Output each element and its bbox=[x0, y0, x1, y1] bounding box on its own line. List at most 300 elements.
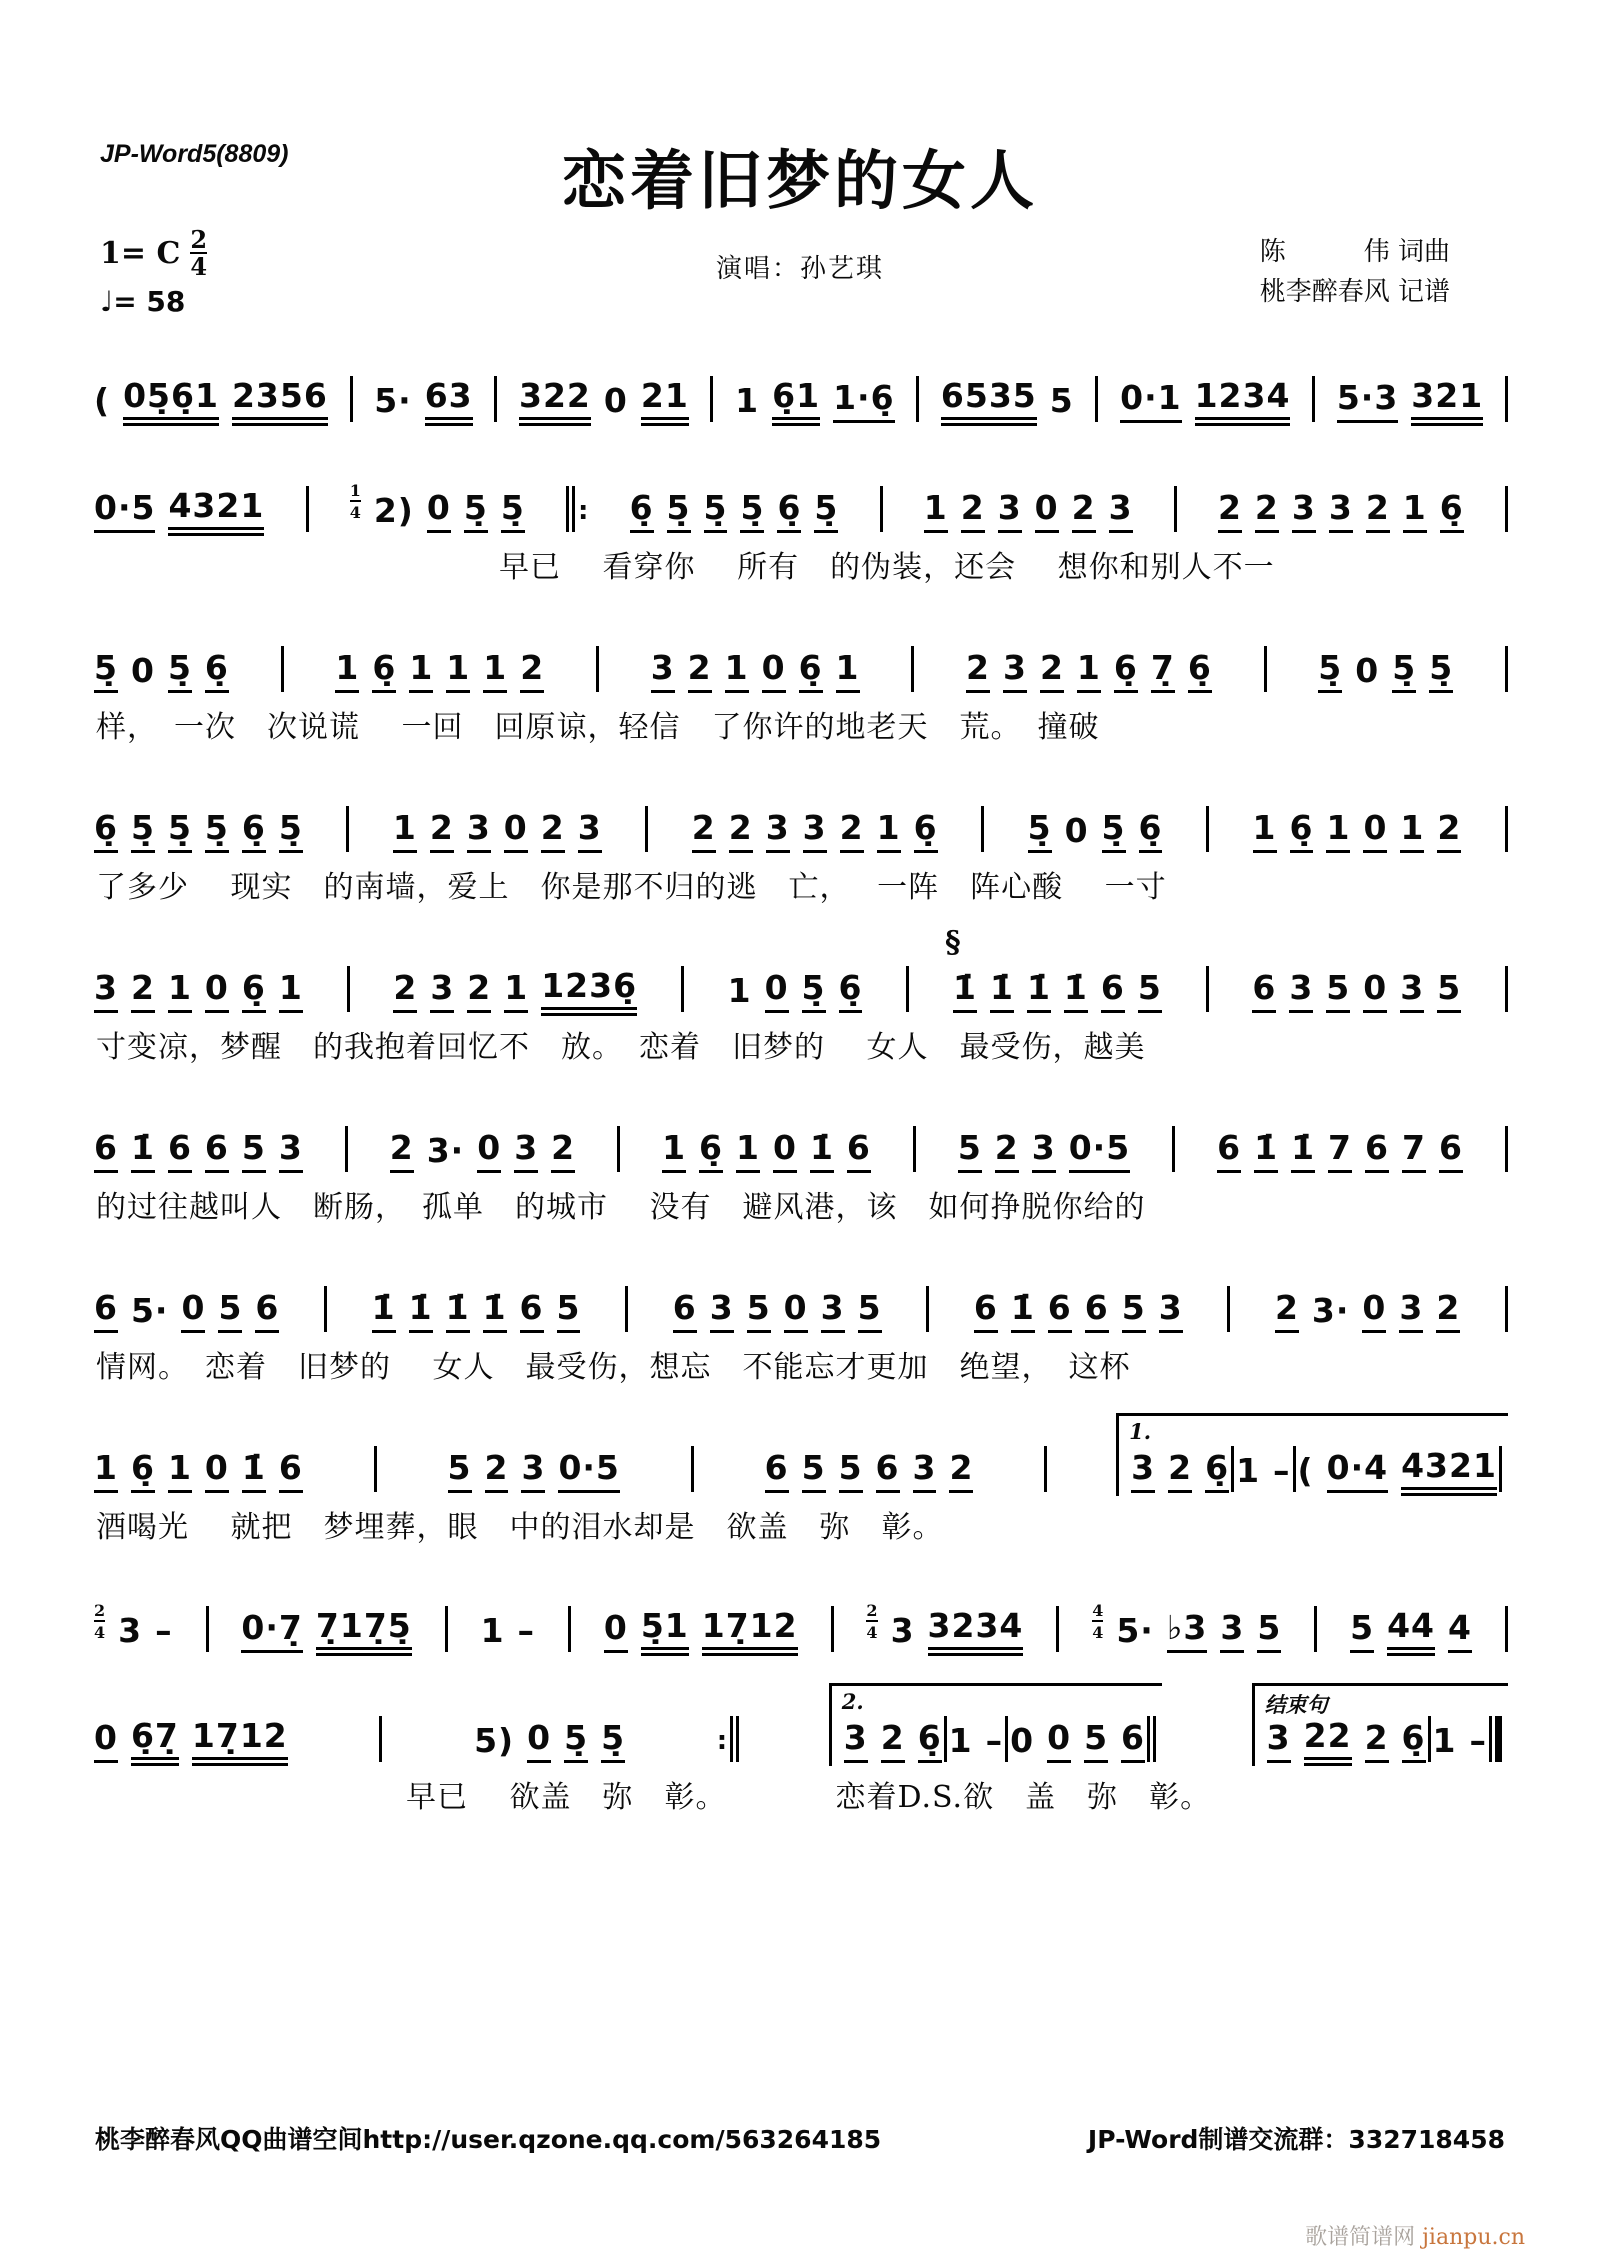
system bbox=[0, 600, 1600, 746]
note: 3 bbox=[1329, 491, 1353, 533]
note: 0 bbox=[603, 381, 628, 421]
note: 3 bbox=[1400, 971, 1424, 1013]
measure bbox=[1265, 1716, 1428, 1766]
measure bbox=[1296, 1446, 1499, 1496]
note: 7̣ bbox=[1151, 651, 1175, 693]
note: 6̣ bbox=[1440, 491, 1464, 533]
system bbox=[0, 1400, 1600, 1546]
barline bbox=[1499, 1446, 1502, 1496]
note: 5 bbox=[1138, 971, 1162, 1013]
measure bbox=[690, 808, 940, 856]
note: 5 bbox=[747, 1291, 771, 1333]
note: 5·3 bbox=[1337, 381, 1398, 423]
score bbox=[0, 330, 1600, 1816]
note: 2 bbox=[1168, 1451, 1192, 1493]
note: 6̣ bbox=[242, 811, 266, 853]
note: 0 bbox=[477, 1131, 501, 1173]
system bbox=[0, 1560, 1600, 1656]
note: 2 bbox=[131, 971, 155, 1013]
note: ♭3 bbox=[1167, 1611, 1208, 1653]
measure bbox=[517, 376, 691, 426]
measure bbox=[733, 376, 896, 426]
barline bbox=[1505, 486, 1508, 536]
note: 4321 bbox=[1401, 1449, 1497, 1496]
measure bbox=[92, 486, 266, 536]
note: 2 bbox=[393, 971, 417, 1013]
note: 1̇ bbox=[1254, 1131, 1278, 1173]
barline bbox=[1206, 806, 1209, 856]
note: 0 bbox=[762, 651, 786, 693]
note: 1̇ bbox=[810, 1131, 834, 1173]
note: 1 bbox=[335, 651, 359, 693]
note: 3· bbox=[1311, 1291, 1350, 1331]
note: 3 bbox=[578, 811, 602, 853]
key-signature: 1= C bbox=[100, 236, 181, 271]
note: 5 bbox=[1084, 1721, 1108, 1763]
measure bbox=[370, 1288, 583, 1336]
barline bbox=[645, 806, 648, 856]
note: 5̣ bbox=[279, 811, 303, 853]
system bbox=[0, 440, 1600, 586]
note: 5̣ bbox=[814, 491, 838, 533]
note: 3 bbox=[766, 811, 790, 853]
barline bbox=[345, 1126, 348, 1176]
note: – bbox=[1469, 1721, 1487, 1761]
note: 1 bbox=[1236, 1451, 1261, 1491]
note: – bbox=[517, 1611, 536, 1651]
note: 0 bbox=[1064, 811, 1089, 851]
note: 5· bbox=[374, 381, 412, 421]
measure bbox=[1090, 1601, 1283, 1656]
measure bbox=[964, 648, 1214, 696]
measure bbox=[649, 648, 862, 696]
barline bbox=[1044, 1446, 1047, 1496]
measure bbox=[1026, 808, 1165, 856]
barline bbox=[350, 376, 353, 426]
measure bbox=[628, 488, 841, 536]
system bbox=[0, 1240, 1600, 1386]
note: 0·7̣ bbox=[241, 1611, 302, 1653]
time-signature-numerator: 2 bbox=[190, 225, 208, 254]
measure bbox=[864, 1601, 1025, 1656]
barline bbox=[717, 1716, 739, 1766]
note: 0·5 bbox=[1069, 1131, 1130, 1173]
note: 3 bbox=[803, 811, 827, 853]
note: 5 bbox=[1257, 1611, 1281, 1653]
note: 0 bbox=[1047, 1721, 1071, 1763]
measure bbox=[1250, 968, 1463, 1016]
measure bbox=[1348, 1606, 1474, 1656]
note: 7 bbox=[1328, 1131, 1352, 1173]
note: 1̇ bbox=[1011, 1291, 1035, 1333]
note: 5̣ bbox=[1392, 651, 1416, 693]
note: 2 bbox=[881, 1721, 905, 1763]
note: 6 bbox=[1048, 1291, 1072, 1333]
barline bbox=[206, 1606, 209, 1656]
note: 6̣ bbox=[777, 491, 801, 533]
singer-label: 演唱：孙艺琪 bbox=[715, 254, 884, 284]
barline bbox=[880, 486, 883, 536]
system bbox=[0, 1670, 1600, 1816]
note: 6 bbox=[847, 1131, 871, 1173]
note: 5̣ bbox=[802, 971, 826, 1013]
note: 1 bbox=[727, 971, 752, 1011]
barline bbox=[568, 1606, 571, 1656]
music-line bbox=[0, 600, 1600, 696]
note: 0·4 bbox=[1327, 1451, 1388, 1493]
note: 6 bbox=[974, 1291, 998, 1333]
note: 5 bbox=[802, 1451, 826, 1493]
note: 6̣ bbox=[1114, 651, 1138, 693]
measure bbox=[92, 648, 231, 696]
measure bbox=[660, 1128, 873, 1176]
note: 2 bbox=[961, 491, 985, 533]
barline bbox=[1505, 1286, 1508, 1336]
note: 5̣ bbox=[168, 651, 192, 693]
note: 6̣ bbox=[1205, 1451, 1229, 1493]
lyrics-line: 早已 看穿你 所有 的伪装，还会 想你和别人不一 bbox=[96, 550, 1275, 585]
measure bbox=[671, 1288, 884, 1336]
note: 2 bbox=[729, 811, 753, 853]
note: 6 bbox=[765, 1451, 789, 1493]
volta-label: 1. bbox=[1129, 1419, 1152, 1444]
note: 2 bbox=[995, 1131, 1019, 1173]
measure bbox=[1216, 488, 1466, 536]
note: 1 bbox=[836, 651, 860, 693]
note: 2 bbox=[1365, 1721, 1389, 1763]
note: 6̣ bbox=[630, 491, 654, 533]
note: 6̣ bbox=[699, 1131, 723, 1173]
note: 3 bbox=[710, 1291, 734, 1333]
measure bbox=[446, 1448, 622, 1496]
note: 2 bbox=[966, 651, 990, 693]
note: 3 bbox=[821, 1291, 845, 1333]
barline bbox=[1206, 966, 1209, 1016]
note: 3 bbox=[998, 491, 1022, 533]
credits bbox=[1260, 232, 1450, 313]
note: 0 bbox=[1355, 651, 1380, 691]
note: 1 bbox=[409, 651, 433, 693]
volta-label: 2. bbox=[841, 1689, 864, 1714]
note: 2 bbox=[467, 971, 491, 1013]
note: 5 bbox=[1350, 1611, 1374, 1653]
header bbox=[0, 0, 1600, 330]
note: 6̣ bbox=[1290, 811, 1314, 853]
note: 1 bbox=[1400, 811, 1424, 853]
measure bbox=[92, 808, 305, 856]
note: 5̣ bbox=[205, 811, 229, 853]
note: 1 bbox=[1403, 491, 1427, 533]
volta-label: 结束句 bbox=[1264, 1692, 1328, 1717]
note: 5 bbox=[1326, 971, 1350, 1013]
barline bbox=[1505, 806, 1508, 856]
note: 17̣12 bbox=[192, 1719, 288, 1766]
volta-bracket bbox=[829, 1683, 1162, 1766]
note: 1 bbox=[948, 1721, 973, 1761]
note: 5̣ bbox=[131, 811, 155, 853]
note: 6̣ bbox=[94, 811, 118, 853]
note: 2 bbox=[520, 651, 544, 693]
note: 2 bbox=[949, 1451, 973, 1493]
note: 3 bbox=[1289, 971, 1313, 1013]
note: 0 bbox=[130, 651, 155, 691]
measure bbox=[92, 376, 330, 426]
footer-left-url: 桃李醉春风QQ曲谱空间http://user.qzone.qq.com/563264185 bbox=[95, 2125, 882, 2154]
measure bbox=[1335, 376, 1485, 426]
measure bbox=[972, 1288, 1185, 1336]
note: 44 bbox=[1387, 1609, 1435, 1656]
note: 2 bbox=[541, 811, 565, 853]
note: 0·1 bbox=[1120, 381, 1181, 423]
note: 1 bbox=[504, 971, 528, 1013]
barline bbox=[1172, 1126, 1175, 1176]
measure bbox=[472, 1718, 627, 1766]
measure bbox=[922, 488, 1135, 536]
note: 2356 bbox=[232, 379, 328, 426]
barline bbox=[596, 646, 599, 696]
note: 5 bbox=[218, 1291, 242, 1333]
note: 1̇ bbox=[1291, 1131, 1315, 1173]
measure bbox=[92, 1288, 281, 1336]
note: 7̣17̣5̣ bbox=[316, 1609, 412, 1656]
note: 6̣ bbox=[1139, 811, 1163, 853]
note: 0 bbox=[427, 491, 451, 533]
note: 5 bbox=[448, 1451, 472, 1493]
note: 1 bbox=[1253, 811, 1277, 853]
barline bbox=[913, 1126, 916, 1176]
lyrics-line: 了多少 现实 的南墙，爱上 你是那不归的逃 亡， 一阵 阵心酸 一寸 bbox=[96, 870, 1167, 905]
note: 5· bbox=[1116, 1611, 1154, 1651]
note: 1̇ bbox=[990, 971, 1014, 1013]
barline bbox=[1095, 376, 1098, 426]
note: 21 bbox=[641, 379, 689, 426]
note: 6 bbox=[1101, 971, 1125, 1013]
note: 1̇ bbox=[446, 1291, 470, 1333]
note: 2 bbox=[840, 811, 864, 853]
note: 3 bbox=[1032, 1131, 1056, 1173]
music-line bbox=[0, 330, 1600, 426]
barline bbox=[1314, 1606, 1317, 1656]
barline bbox=[1056, 1606, 1059, 1656]
measure bbox=[333, 648, 546, 696]
time-signature-denominator: 4 bbox=[190, 252, 208, 281]
note: 1 bbox=[1432, 1721, 1457, 1761]
measure bbox=[1008, 1718, 1147, 1766]
note: 0 bbox=[94, 1721, 118, 1763]
measure bbox=[391, 808, 604, 856]
measure bbox=[479, 1611, 537, 1656]
note: 1 bbox=[736, 1131, 760, 1173]
note: 1̇ bbox=[131, 1131, 155, 1173]
barline bbox=[346, 806, 349, 856]
barline bbox=[374, 1446, 377, 1496]
barline bbox=[1505, 1126, 1508, 1176]
note: 6 bbox=[94, 1291, 118, 1333]
note: 3 bbox=[514, 1131, 538, 1173]
barline bbox=[1505, 966, 1508, 1016]
note: 2 bbox=[1255, 491, 1279, 533]
note: 5̣ bbox=[601, 1721, 625, 1763]
note: 3· bbox=[426, 1131, 465, 1171]
barline bbox=[1227, 1286, 1230, 1336]
note: 6̣ bbox=[242, 971, 266, 1013]
note: 2 bbox=[1040, 651, 1064, 693]
note: 2 bbox=[551, 1131, 575, 1173]
note: 0 bbox=[784, 1291, 808, 1333]
barline bbox=[1505, 376, 1508, 426]
barline bbox=[1264, 646, 1267, 696]
lyrics-line: 早已 欲盖 弥 彰。 恋着D.S.欲 盖 弥 彰。 bbox=[96, 1780, 1212, 1815]
note: 1 bbox=[735, 381, 760, 421]
note: 5̣ bbox=[1429, 651, 1453, 693]
note: 0 bbox=[765, 971, 789, 1013]
music-line bbox=[0, 440, 1600, 536]
note: 6̣ bbox=[372, 651, 396, 693]
note: 22 bbox=[1304, 1719, 1352, 1766]
measure bbox=[391, 966, 639, 1016]
note: 5 bbox=[242, 1131, 266, 1173]
note: 1 bbox=[168, 971, 192, 1013]
note: 6 bbox=[876, 1451, 900, 1493]
note: 2 bbox=[688, 651, 712, 693]
note: 1 bbox=[877, 811, 901, 853]
note: 6̣7̣ bbox=[131, 1719, 179, 1766]
measure bbox=[92, 1716, 290, 1766]
watermark bbox=[1305, 2220, 1525, 2251]
note: 6535 bbox=[941, 379, 1037, 426]
generator-label: JP-Word5(8809) bbox=[100, 140, 289, 168]
lyrics-line: 情网。 恋着 旧梦的 女人 最受伤，想忘 不能忘才更加 绝望， 这杯 bbox=[96, 1350, 1131, 1385]
note: 4321 bbox=[168, 489, 264, 536]
note: 0 bbox=[773, 1131, 797, 1173]
note: 0 bbox=[181, 1291, 205, 1333]
note: 6̣1 bbox=[772, 379, 820, 426]
system bbox=[0, 920, 1600, 1066]
system bbox=[0, 760, 1600, 906]
music-line bbox=[0, 920, 1600, 1016]
time-signature bbox=[190, 225, 208, 281]
note: 321 bbox=[1411, 379, 1483, 426]
note: 1̇ bbox=[483, 1291, 507, 1333]
barline bbox=[324, 1286, 327, 1336]
note: 3 bbox=[913, 1451, 937, 1493]
measure bbox=[602, 1606, 800, 1656]
barline bbox=[1174, 486, 1177, 536]
note: 3 bbox=[521, 1451, 545, 1493]
measure bbox=[1431, 1721, 1489, 1766]
note: 0 bbox=[527, 1721, 551, 1763]
note: 3 bbox=[844, 1721, 868, 1763]
note: 6 bbox=[279, 1451, 303, 1493]
note: 1̇ bbox=[242, 1451, 266, 1493]
barline bbox=[379, 1716, 382, 1766]
note: 3234 bbox=[928, 1609, 1024, 1656]
note: 6 bbox=[1217, 1131, 1241, 1173]
note: 0 bbox=[1362, 1291, 1386, 1333]
note: 6̣ bbox=[914, 811, 938, 853]
note: 1 bbox=[924, 491, 948, 533]
note: 5̣ bbox=[704, 491, 728, 533]
note: 2 bbox=[390, 1131, 414, 1173]
footer bbox=[0, 2120, 1600, 2156]
note: 5̣ bbox=[740, 491, 764, 533]
note: 5) bbox=[474, 1721, 515, 1761]
measure bbox=[763, 1448, 976, 1496]
barline bbox=[981, 806, 984, 856]
music-line bbox=[0, 1240, 1600, 1336]
music-line bbox=[0, 1080, 1600, 1176]
note: 5 bbox=[958, 1131, 982, 1173]
note: 1 bbox=[483, 651, 507, 693]
barline bbox=[281, 646, 284, 696]
note: 6 bbox=[1365, 1131, 1389, 1173]
note: 3 bbox=[467, 811, 491, 853]
note: 1 bbox=[279, 971, 303, 1013]
barline bbox=[347, 966, 350, 1016]
barline bbox=[710, 376, 713, 426]
note: 1234 bbox=[1195, 379, 1291, 426]
note: 0·5 bbox=[558, 1451, 619, 1493]
note: – bbox=[985, 1721, 1004, 1761]
note: 1 bbox=[480, 1611, 505, 1651]
repeat-dots: : bbox=[716, 1726, 728, 1756]
note: 1 bbox=[662, 1131, 686, 1173]
note: 5 bbox=[557, 1291, 581, 1333]
note: 1 bbox=[168, 1451, 192, 1493]
note: 1̇ bbox=[1064, 971, 1088, 1013]
page-title: 恋着旧梦的女人 bbox=[562, 144, 1038, 219]
meter-change: $\frac{2}{4}$ bbox=[866, 1601, 878, 1642]
barline bbox=[1505, 646, 1508, 696]
note: 5̣ bbox=[501, 491, 525, 533]
note: 3 bbox=[279, 1131, 303, 1173]
note: 3 bbox=[1267, 1721, 1291, 1763]
measure bbox=[956, 1128, 1132, 1176]
lyrics-line: 样， 一次 次说谎 一回 回原谅，轻信 了你许的地老天 荒。 撞破 bbox=[96, 710, 1100, 745]
measure bbox=[1316, 648, 1455, 696]
meter-change: $\frac{1}{4}$ bbox=[349, 481, 361, 522]
note: 5· bbox=[130, 1291, 169, 1331]
volta-bracket bbox=[1116, 1413, 1508, 1496]
note: 5̣1 bbox=[641, 1609, 689, 1656]
barline bbox=[306, 486, 309, 536]
measure bbox=[1215, 1128, 1465, 1176]
note: 1·6̣ bbox=[833, 381, 894, 423]
note: 3 bbox=[1220, 1611, 1244, 1653]
note: 0·5 bbox=[94, 491, 155, 533]
measure bbox=[92, 1601, 175, 1656]
measure bbox=[1234, 1451, 1292, 1496]
note: 1 bbox=[94, 1451, 118, 1493]
note: 5 bbox=[1437, 971, 1461, 1013]
meter-change: $\frac{4}{4}$ bbox=[1092, 1601, 1104, 1642]
key-tempo-block bbox=[100, 225, 208, 318]
note: 5̣ bbox=[1102, 811, 1126, 853]
note: 1 bbox=[725, 651, 749, 693]
note: 5̣ bbox=[1028, 811, 1052, 853]
note: – bbox=[155, 1611, 173, 1651]
note: 2 bbox=[1072, 491, 1096, 533]
note: 1 bbox=[393, 811, 417, 853]
barline bbox=[566, 486, 588, 536]
tempo-marking: ♩= 58 bbox=[100, 285, 186, 318]
note: 0 bbox=[1363, 971, 1387, 1013]
barline bbox=[691, 1446, 694, 1496]
note: 3 bbox=[651, 651, 675, 693]
note: 3 bbox=[118, 1611, 143, 1651]
note: 3 bbox=[94, 971, 118, 1013]
note: 322 bbox=[519, 379, 591, 426]
